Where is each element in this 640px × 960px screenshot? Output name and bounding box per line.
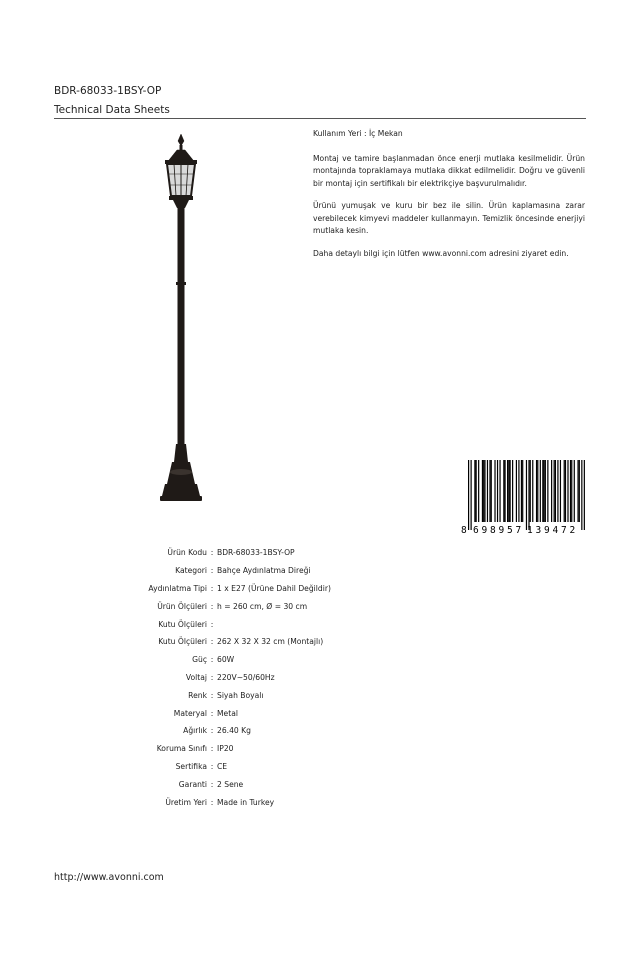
barcode-bar — [471, 460, 472, 530]
spec-label: Ürün Ölçüleri — [157, 601, 207, 611]
barcode-bar — [468, 460, 469, 530]
barcode-digit: 8 — [461, 525, 467, 534]
spec-row — [54, 615, 454, 633]
spec-value: Metal — [217, 708, 238, 718]
barcode-bar — [536, 460, 537, 522]
spec-separator: : — [210, 726, 214, 736]
barcode-bar — [540, 460, 541, 522]
spec-value: CE — [217, 761, 228, 771]
spec-separator: : — [210, 708, 214, 718]
barcode-bar — [504, 460, 505, 522]
header-divider — [54, 118, 586, 119]
barcode-bar — [565, 460, 566, 522]
spec-label: Aydınlatma Tipi — [148, 583, 207, 593]
spec-row — [54, 544, 454, 562]
barcode-bar — [518, 460, 519, 522]
barcode-bar — [512, 460, 513, 522]
spec-value: Made in Turkey — [217, 797, 275, 807]
spec-label: Materyal — [173, 708, 207, 718]
barcode-bar — [574, 460, 575, 522]
barcode-digit: 8 — [490, 525, 496, 534]
spec-row — [54, 722, 454, 740]
barcode-digit: 7 — [515, 525, 522, 534]
barcode-digit: 5 — [507, 525, 513, 534]
spec-row — [54, 562, 454, 580]
barcode-bar — [581, 460, 582, 530]
spec-row — [54, 686, 454, 704]
spec-label: Ağırlık — [183, 726, 207, 736]
spec-label: Güç — [192, 655, 207, 665]
barcode-bar — [532, 460, 533, 522]
barcode-digit: 7 — [561, 525, 567, 534]
barcode-bar — [476, 460, 477, 522]
barcode-digit: 6 — [473, 525, 479, 534]
spec-row — [54, 758, 454, 776]
spec-separator: : — [210, 690, 214, 700]
spec-row — [54, 669, 454, 687]
barcode-bar — [516, 460, 517, 522]
barcode-digit: 2 — [569, 525, 576, 534]
barcode-bar — [503, 460, 504, 522]
spec-row — [54, 597, 454, 615]
barcode-bar — [570, 460, 571, 522]
barcode-bar — [551, 460, 552, 522]
barcode-bar — [579, 460, 580, 522]
barcode-bar — [571, 460, 572, 522]
barcode-bar — [521, 460, 522, 522]
spec-value: 60W — [217, 655, 235, 665]
spec-value: 2 Sene — [217, 779, 244, 789]
barcode-bar — [482, 460, 483, 522]
spec-label: Ürün Kodu — [167, 548, 207, 558]
barcode-bar — [510, 460, 511, 522]
spec-separator: : — [210, 619, 214, 629]
spec-row — [54, 793, 454, 811]
spec-row — [54, 651, 454, 669]
barcode-bar — [494, 460, 495, 522]
spec-label: Kutu Ölçüleri — [158, 637, 207, 647]
barcode-bar — [554, 460, 555, 522]
cleaning-instructions: Ürünü yumuşak ve kuru bir bez ile silin. Ürün kaplamasına zarar verebilecek kimyevi maddeler kullanmayın. Temizlik öncesinde enerjiyi mutlaka kesin. — [313, 201, 585, 235]
barcode-bar — [478, 460, 479, 522]
spec-label: Renk — [188, 690, 207, 700]
barcode-bar — [497, 460, 498, 522]
spec-row — [54, 633, 454, 651]
barcode-bar — [564, 460, 565, 522]
barcode-digit: 9 — [481, 525, 488, 534]
spec-label: Voltaj — [185, 672, 207, 682]
spec-value: Siyah Boyalı — [217, 690, 264, 700]
barcode-bar — [555, 460, 556, 522]
spec-separator: : — [210, 672, 214, 682]
spec-value: Bahçe Aydınlatma Direği — [217, 566, 311, 576]
barcode-bar — [489, 460, 490, 522]
barcode-bar — [543, 460, 544, 522]
spec-separator: : — [210, 744, 214, 754]
spec-value: 220V~50/60Hz — [217, 672, 275, 682]
barcode-bar — [528, 460, 529, 530]
lamp-post-image — [145, 132, 217, 508]
barcode-bar — [584, 460, 585, 530]
barcode-bar — [526, 460, 527, 530]
spec-row — [54, 740, 454, 758]
barcode-digit: 3 — [535, 525, 542, 534]
barcode-bar — [483, 460, 484, 522]
usage-location: Kullanım Yeri : İç Mekan — [313, 129, 403, 138]
barcode-digit: 9 — [498, 525, 505, 534]
spec-row — [54, 580, 454, 598]
spec-separator: : — [210, 601, 214, 611]
spec-label: Sertifika — [175, 761, 207, 771]
barcode-bar — [545, 460, 546, 522]
footer-url[interactable]: http://www.avonni.com — [54, 872, 164, 883]
barcode-digit: 9 — [544, 525, 550, 534]
spec-value: 1 x E27 (Ürüne Dahil Değildir) — [217, 583, 331, 593]
product-info-text — [313, 128, 585, 270]
spec-row — [54, 704, 454, 722]
barcode-bar — [537, 460, 538, 522]
barcode-digit: 1 — [527, 525, 533, 534]
spec-separator: : — [210, 761, 214, 771]
spec-label: Garanti — [178, 779, 207, 789]
spec-label: Üretim Yeri — [165, 797, 207, 807]
spec-label: Kutu Ölçüleri — [158, 619, 207, 629]
barcode-bar — [560, 460, 561, 522]
barcode-bar — [508, 460, 509, 522]
website-reference: Daha detaylı bilgi için lütfen www.avonni.com adresini ziyaret edin. — [313, 248, 569, 258]
barcode-bar — [484, 460, 485, 522]
spec-separator: : — [210, 655, 214, 665]
spec-label: Koruma Sınıfı — [156, 744, 207, 754]
spec-row — [54, 775, 454, 793]
barcode-bar — [530, 460, 531, 522]
spec-separator: : — [210, 566, 214, 576]
barcode-bar — [557, 460, 558, 522]
barcode-bar — [522, 460, 523, 522]
spec-separator: : — [210, 797, 214, 807]
spec-separator: : — [210, 583, 214, 593]
barcode-bar — [487, 460, 488, 522]
barcode-bar — [499, 460, 500, 522]
spec-value: h = 260 cm, Ø = 30 cm — [217, 601, 308, 611]
barcode-bar — [577, 460, 578, 522]
spec-value: BDR-68033-1BSY-OP — [217, 548, 295, 558]
barcode-bar — [567, 460, 568, 522]
spec-label: Kategori — [175, 566, 207, 576]
barcode-bar — [474, 460, 475, 522]
barcode-bar — [547, 460, 548, 522]
spec-separator: : — [210, 637, 214, 647]
barcode-digit: 4 — [552, 525, 559, 534]
spec-separator: : — [210, 779, 214, 789]
barcode — [459, 460, 585, 534]
spec-separator: : — [210, 548, 214, 558]
document-header — [54, 84, 586, 117]
spec-value: 262 X 32 X 32 cm (Montajlı) — [217, 637, 324, 647]
spec-value: IP20 — [217, 744, 234, 754]
barcode-bar — [542, 460, 543, 522]
installation-warning: Montaj ve tamire başlanmadan önce enerji mutlaka kesilmelidir. Ürün montajında topraklamaya mutlaka dikkat edilmelidir. Doğru ve güvenli bir montaj için sertifikalı bir elektrikçiye başvurulmalıdır. — [313, 153, 585, 188]
document-subtitle: Technical Data Sheets — [54, 104, 170, 116]
specifications-table — [54, 544, 454, 811]
spec-value: 26.40 Kg — [217, 726, 251, 736]
barcode-bar — [507, 460, 508, 522]
product-code-title: BDR-68033-1BSY-OP — [54, 85, 162, 97]
barcode-bar — [491, 460, 492, 522]
